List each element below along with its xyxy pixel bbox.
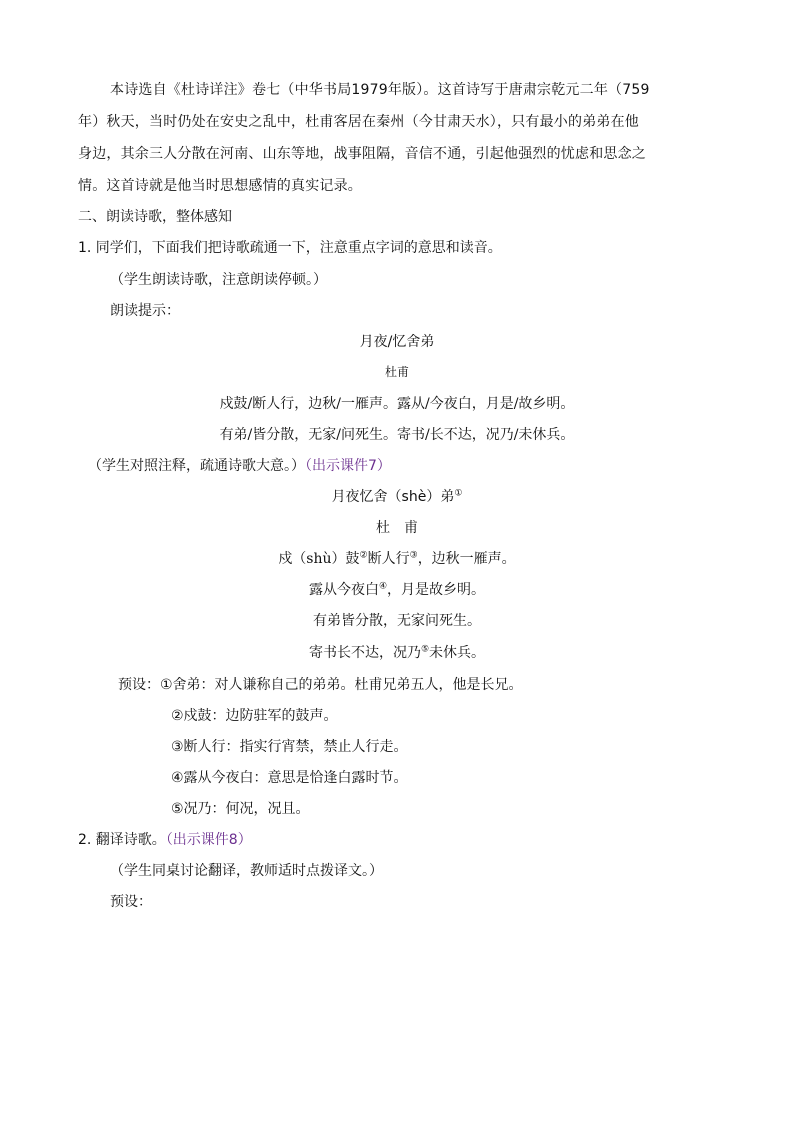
poem-annot-l4-a: 寄书长不达，况乃 (308, 645, 421, 661)
poem-annot-title-text: 月夜忆舍（shè）弟 (331, 489, 455, 505)
note-item: ②戍鼓：边防驻军的鼓声。 (171, 708, 338, 724)
intro-line-1: 本诗选自《杜诗详注》卷七（中华书局1979年版）。这首诗写于唐肃宗乾元二年（759 (110, 82, 650, 98)
intro-line-2: 年）秋天，当时仍处在安史之乱中，杜甫客居在秦州（今甘肃天水），只有最小的弟弟在他 (78, 114, 639, 130)
annotation-note-text: （学生对照注释，疏通诗歌大意。） (88, 458, 305, 474)
poem-annot-author: 杜 甫 (376, 520, 418, 536)
question-2-text: 2. 翻译诗歌。 (78, 832, 166, 848)
poem-annot-line-1 (0, 549, 794, 569)
poem-annot-l1-c: ，边秋一雁声。 (417, 551, 516, 567)
poem-annot-l1-b: 断人行 (367, 551, 410, 567)
poem-annot-title (0, 487, 794, 507)
footnote-mark: ⑤ (420, 644, 430, 655)
poem-annot-line-3: 有弟皆分散，无家问死生。 (313, 613, 481, 629)
poem-pause-line-1: 戍鼓/断人行，边秋/一雁声。露从/今夜白，月是/故乡明。 (219, 396, 575, 412)
note-item: ⑤况乃：何况，况且。 (171, 801, 310, 817)
section-heading: 二、朗读诗歌，整体感知 (78, 209, 232, 225)
poem-annot-l1-a: 戍（shù）鼓 (278, 551, 360, 567)
reading-tip-label: 朗读提示： (110, 303, 180, 319)
note-item: 预设：①舍弟：对人谦称自己的弟弟。杜甫兄弟五人，他是长兄。 (118, 677, 523, 693)
poem-pause-title: 月夜/忆舍弟 (359, 334, 435, 350)
footnote-mark: ③ (409, 550, 418, 561)
footnote-mark: ① (454, 488, 463, 499)
question-2-note: （学生同桌讨论翻译，教师适时点拨译文。） (110, 863, 383, 879)
question-2 (78, 830, 252, 850)
preset-label: 预设： (110, 894, 152, 910)
footnote-mark: ② (359, 550, 368, 561)
courseware-8-link: （出示课件8） (165, 832, 252, 848)
poem-pause-line-2: 有弟/皆分散，无家/问死生。寄书/长不达，况乃/未休兵。 (219, 427, 575, 443)
question-1: 1. 同学们，下面我们把诗歌疏通一下，注意重点字词的意思和读音。 (78, 240, 502, 256)
question-1-note: （学生朗读诗歌，注意朗读停顿。） (110, 272, 327, 288)
poem-pause-author: 杜甫 (384, 365, 409, 379)
poem-annot-line-4 (0, 643, 794, 663)
intro-line-4: 情。这首诗就是他当时思想感情的真实记录。 (78, 178, 362, 194)
note-item: ③断人行：指实行宵禁，禁止人行走。 (171, 739, 408, 755)
intro-line-3: 身边，其余三人分散在河南、山东等地，战事阻隔，音信不通，引起他强烈的忧虑和思念之 (78, 146, 646, 162)
poem-annot-l2-a: 露从今夜白 (308, 582, 379, 598)
annotation-note (88, 456, 391, 476)
poem-annot-l4-b: 未休兵。 (429, 645, 486, 661)
poem-annot-line-2 (0, 580, 794, 600)
courseware-7-link: （出示课件7） (305, 458, 391, 474)
poem-annot-l2-b: ，月是故乡明。 (387, 582, 486, 598)
footnote-mark: ④ (378, 581, 388, 592)
note-item: ④露从今夜白：意思是恰逢白露时节。 (171, 770, 408, 786)
